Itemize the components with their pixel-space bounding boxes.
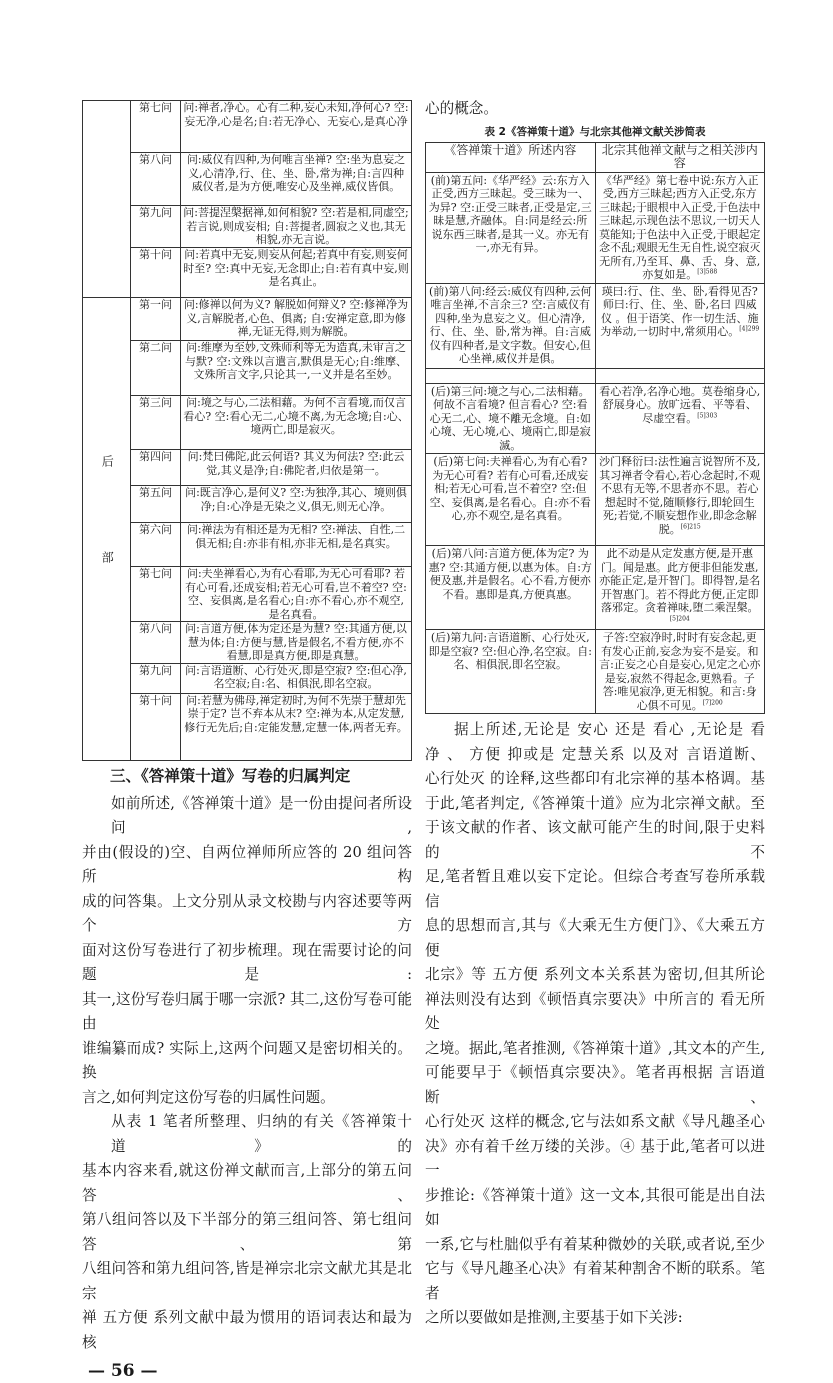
body-text-line: 北宗》等 五方便 系列文本关系甚为密切,但其所论 (425, 966, 765, 983)
table-row (83, 486, 412, 523)
dachan-content-cell (426, 368, 596, 383)
left-column (82, 100, 412, 1383)
section-cell-lower: 后 部 (83, 298, 131, 761)
qa-text: 问:梵曰佛陀,此云何语? 其义为何法? 空:此云觉,其义是净;自:佛陀者,归依是第一。 (181, 450, 412, 486)
body-text-line: 息的思想而言,其与《大乘无生方便门》、《大乘五方便 (425, 917, 765, 959)
dachan-content-cell (426, 172, 596, 283)
cell-text: (后)第三问:境之与心,二法相藉。何故不言看境? 但言看心? 空:看心无二,心、境不離无念境。自:如心境、无心境,心、境兩亡,即是寂滅。 (429, 384, 591, 452)
qa-text: 问:菩提涅槃据禅,如何相貌? 空:若是相,同虚空;若言说,则成妄相; 自:菩提者,圆寂之义也,其无相貌,亦无言说。 (181, 206, 412, 248)
right-top-line: 心的概念。 (425, 100, 498, 117)
related-text-cell (595, 546, 765, 630)
table-2-comparison (425, 142, 765, 715)
table-2-header: 北宗其他禅文献与之相关涉内容 (595, 142, 765, 172)
qa-text: 问:威仪有四种,为何唯言坐禅? 空:坐为息妄之义,心清净,行、住、坐、卧,常为禅;自:言四种威仪者,是为方便,唯安心及坐禅,威仪皆俱。 (181, 153, 412, 206)
right-column (425, 97, 765, 1331)
table-row (426, 383, 765, 454)
body-text-line: 于该文献的作者、该文献可能产生的时间,限于史料的不 (425, 819, 765, 861)
section-heading: 三、《答禅策十道》写卷的归属判定 (110, 766, 351, 785)
question-number: 第七问 (131, 567, 181, 622)
body-text-line: 之境。据此,笔者推测,《答禅策十道》,其文本的产生, (425, 1039, 765, 1057)
cell-text: 《华严经》第七卷中说:东方入正受,西方三昧起;西方入正受,东方三昧起;于眼根中入正受,于色法中三昧起,示现色法不思议,一切天人莫能知;于色法中入正受,于眼起定念不乱;观眼无生无自性,说空寂灭无所有,乃至耳、鼻、舌、身、意,亦复如是。 (599, 173, 761, 281)
body-text-line: 谁编纂而成? 实际上,这两个问题又是密切相关的。换 (82, 1039, 412, 1081)
table-2-header: 《答禅策十道》所述内容 (426, 142, 596, 172)
question-number: 第一问 (131, 298, 181, 341)
body-text-line: 决》亦有着千丝万缕的关涉。④ 基于此,笔者可以进一 (425, 1137, 765, 1179)
qa-text: 问:言语道断、心行处灭,即是空寂? 空:但心净,名空寂;自:名、相俱泯,即名空寂。 (181, 663, 412, 693)
question-number: 第四问 (131, 450, 181, 486)
table-row (83, 206, 412, 248)
body-text-line: 禅 五方便 系列文献中最为惯用的语词表达和最为核 (82, 1309, 412, 1351)
body-text-line: 如前所述,《答禅策十道》是一份由提问者所设问, (111, 794, 412, 836)
table-row (426, 283, 765, 368)
qa-text: 问:禅者,净心。心有二种,妄心未知,净何心? 空:妄无净,心是名;自:若无净心、无妄心,是真心净 (181, 101, 412, 153)
table-2-caption: 表 2《答禅策十道》与北宗其他禅文献关涉简表 (484, 125, 706, 138)
table-row (83, 101, 412, 153)
body-text-line: 之所以要做如是推测,主要基于如下关涉: (425, 1309, 683, 1326)
related-text-cell (595, 383, 765, 454)
table-row (83, 567, 412, 622)
table-row (83, 396, 412, 450)
dachan-content-cell (426, 383, 596, 454)
table-row (83, 693, 412, 760)
dachan-content-cell (426, 546, 596, 630)
cell-text: (后)第七问:夫禅看心,为有心看? 为无心可看? 若有心可看,还成妄相;若无心可看,岂不着空? 空:但空、妄俱离,是名看心。自:亦不看心,亦不观空,是名真看。 (429, 455, 591, 522)
table-row (83, 622, 412, 664)
cell-text: (后)第九问:言语道断、心行处灭,即是空寂? 空:但心浄,名空寂。自:名、相俱泯,即名空寂。 (428, 631, 592, 671)
body-text-line: 第八组问答以及下半部分的第三组问答、第七组问答、第 (82, 1211, 412, 1253)
body-text-line: 言之,如何判定这份写卷的归属性问题。 (82, 1088, 335, 1106)
question-number: 第六问 (131, 523, 181, 567)
table-row (83, 523, 412, 567)
qa-text: 问:夫坐禅看心,为有心看耶,为无心可看耶? 若有心可看,还成妄相;若无心可看,岂不着空? 空:空、妄俱离,是名看心;自:亦不看心,亦不观空,是名真看。 (181, 567, 412, 622)
citation-ref: [5]303 (697, 411, 718, 419)
cell-text: (后)第八问:言道方便,体为定? 为惠? 空:其通方便,以惠为体。自:方便及惠,并是假名。心不看,方便亦不看。惠即是真,方便真惠。 (428, 547, 592, 601)
body-text-line: 并由(假设的)空、自两位禅师所应答的 20 组问答所构 (82, 843, 412, 885)
body-text-line: 其一,这份写卷归属于哪一宗派? 其二,这份写卷可能由 (82, 990, 412, 1032)
citation-ref: [5]204 (669, 614, 690, 622)
citation-ref: [4]299 (739, 325, 760, 333)
dachan-content-cell (426, 630, 596, 714)
body-text-line: 于此,笔者判定,《答禅策十道》应为北宗禅文献。至 (425, 794, 765, 812)
table-row (426, 454, 765, 546)
related-text-cell (595, 454, 765, 546)
table-row (83, 341, 412, 396)
question-number: 第十问 (131, 248, 181, 298)
body-text-line: 禅法则没有达到《顿悟真宗要决》中所言的 看无所处 (425, 990, 765, 1032)
left-column-body (82, 792, 412, 1356)
cell-text: 瑛曰:行、住、坐、卧,看得见否? 师曰:行、住、坐、卧,名曰 四威仪 。但于语笑、作一切生活、施为举动,一切时中,常须用心。 (600, 284, 759, 338)
body-text-line: 心行处灭 的诠释,这些都印有北宗禅的基本格调。基 (425, 770, 765, 787)
related-text-cell (595, 630, 765, 714)
body-text-line: 基本内容来看,就这份禅文献而言,上部分的第五问答、 (82, 1162, 412, 1204)
table-row (83, 248, 412, 298)
qa-text: 问:维摩为至妙,文殊师利等无为造真,未审言之与默? 空:文殊以言遣言,默俱是无心;自:维摩、文殊所言文字,只论其一,一义并是名至妙。 (181, 341, 412, 396)
citation-ref: [7]200 (702, 698, 723, 706)
question-number: 第九问 (131, 206, 181, 248)
qa-text: 问:禅法为有相还是为无相? 空:禅法、自性,二俱无相;自:亦非有相,亦非无相,是名真实。 (181, 523, 412, 567)
qa-text: 问:若慧为佛母,禅定初时,为何不先崇于慧却先崇于定? 岂不弃本从末? 空:禅为本,从定发慧,修行无先后;自:定能发慧,定慧一体,两者无弃。 (181, 693, 412, 760)
right-column-body (425, 718, 765, 1331)
question-number: 第二问 (131, 341, 181, 396)
question-number: 第三问 (131, 396, 181, 450)
citation-ref: [3]588 (697, 268, 718, 276)
qa-text: 问:既言净心,是何义? 空:为独净,其心、境则俱净;自:心净是无染之义,俱无,则无心净。 (181, 486, 412, 523)
qa-text: 问:言道方便,体为定还是为慧? 空:其通方便,以慧为体;自:方便与慧,皆是假名,不看方便,亦不看慧,即是真方便,即是真慧。 (181, 622, 412, 664)
qa-text: 问:若真中无妄,则妄从何起;若真中有妄,则妄何时至? 空:真中无妄,无念即止;自:若有真中妄,则是名真止。 (181, 248, 412, 298)
body-text-line: 足,笔者暂且难以妄下定论。但综合考查写卷所承载信 (425, 868, 765, 910)
question-number: 第七问 (131, 101, 181, 153)
question-number: 第十问 (131, 693, 181, 760)
question-number: 第九问 (131, 663, 181, 693)
citation-ref: [6]215 (680, 522, 701, 530)
table-row (426, 172, 765, 283)
table-row (426, 546, 765, 630)
table-row (83, 663, 412, 693)
page-number: — 56 — (88, 1361, 158, 1381)
body-text-line: 心行处灭 这样的概念,它与法如系文献《导凡趣圣心 (425, 1113, 765, 1130)
question-number: 第五问 (131, 486, 181, 523)
table-row (83, 450, 412, 486)
body-text-line: 成的问答集。上文分别从录文校勘与内容述要等两个方 (82, 892, 412, 934)
dachan-content-cell (426, 454, 596, 546)
question-number: 第八问 (131, 622, 181, 664)
body-text-line: 据上所述,无论是 安心 还是 看心 ,无论是 看 (454, 721, 765, 738)
table-row (83, 153, 412, 206)
related-text-cell (595, 283, 765, 368)
table-row (426, 368, 765, 383)
body-text-line: 可能要早于《顿悟真宗要决》。笔者再根据 言语道断、 (425, 1064, 765, 1106)
cell-text: (前)第八问:经云:威仪有四种,云何唯言坐禅,不言余三? 空:言威仪有四种,坐为息妄之义。但心清净,行、住、坐、卧,常为禅。自:言威仪有四种者,是文字数。但安心,但心坐禅,威仪并是俱。 (429, 284, 592, 365)
table-row (83, 298, 412, 341)
body-text-line: 面对这份写卷进行了初步梳理。现在需要讨论的问题是: (82, 941, 412, 983)
table-row (426, 630, 765, 714)
table-1-qa-summary (82, 100, 412, 761)
body-text-line: 八组问答和第九组问答,皆是禅宗北宗文献尤其是北宗 (82, 1260, 412, 1302)
body-text-line: 从表 1 笔者所整理、归纳的有关《答禅策十道》的 (111, 1113, 412, 1155)
question-number: 第八问 (131, 153, 181, 206)
body-text-line: 它与《导凡趣圣心决》有着某种割舍不断的联系。笔者 (425, 1260, 765, 1302)
dachan-content-cell (426, 283, 596, 368)
section-cell-upper (83, 101, 131, 298)
body-text-line: 步推论:《答禅策十道》这一文本,其很可能是出自法如 (425, 1186, 765, 1228)
related-text-cell (595, 368, 765, 383)
body-text-line: 净 、 方便 抑或是 定慧关系 以及对 言语道断、 (425, 745, 765, 763)
cell-text: 看心若净,名净心地。莫卷缩身心,舒展身心。放旷远看、平等看、尽虚空看。 (599, 384, 761, 425)
related-text-cell (595, 172, 765, 283)
cell-text: 此不动是从定发惠方便,是开惠门。闻是惠。此方便非但能发惠,亦能正定,是开智门。即得智,是名开智惠门。若不得此方便,正定即落邪定。贪着禅味,堕二乘涅槃。 (599, 547, 761, 614)
qa-text: 问:修禅以何为义? 解脱如何辩义? 空:修禅净为义,言解脱者,心色、俱离; 自:安禅定意,即为修禅,无证无得,则为解脱。 (181, 298, 412, 341)
qa-text: 问:境之与心,二法相藉。为何不言看境,而仅言看心? 空:看心无二,心境不离,为无念境;自:心、境两亡,即是寂灭。 (181, 396, 412, 450)
cell-text: 子答:空寂净时,时时有妄念起,更有发心正前,妄念为妄不是妄。和言:正妄之心自是妄心,见定之心亦是妄,寂然不得起念,更熟看。子答:唯见寂净,更无相貌。和言:身心俱不可见。 (599, 631, 761, 712)
body-text-line: 一系,它与杜朏似乎有着某种微妙的关联,或者说,至少 (425, 1235, 765, 1253)
cell-text: 沙门释衍曰:法性遍言说智所不及,其习禅者令看心,若心念起时,不观不思有无等,不思者亦不思。若心想起时不觉,随顺修行,即轮回生死;若觉,不顺妄想作业,即念念解脱。 (599, 455, 761, 536)
cell-text: (前)第五问:《华严经》云:东方入正受,西方三昧起。受三昧为一、为异? 空:正受三昧者,正受是定,三昧是慧,齐融体。自:同是经云:所说东西三昧者,是其一义。亦无有一,亦无有异。 (428, 173, 592, 254)
